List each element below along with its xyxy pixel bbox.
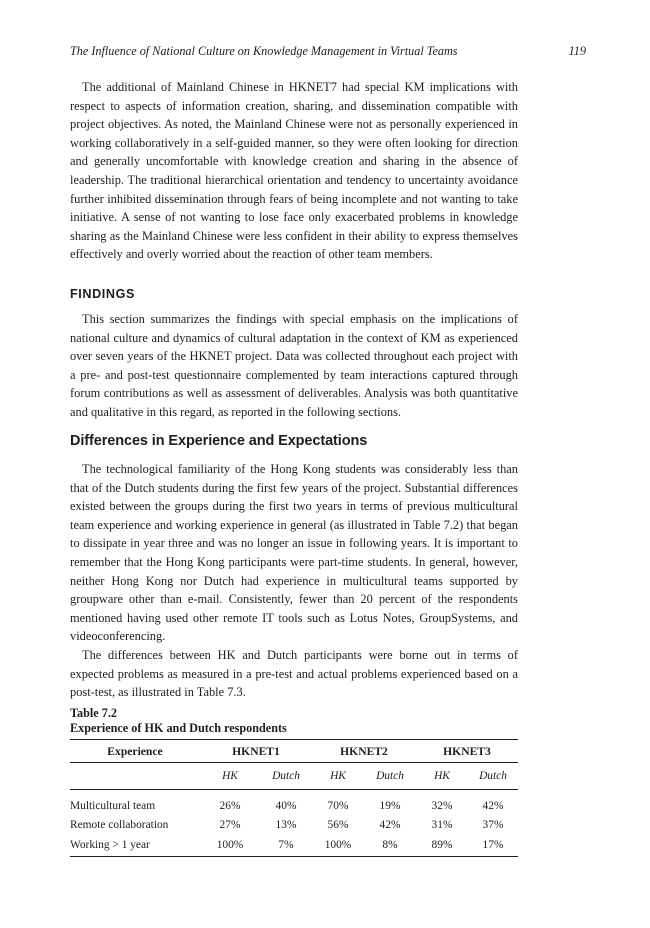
table-cell: 7% [260, 835, 312, 857]
table-cell: 27% [219, 819, 241, 831]
table-cell: 17% [468, 835, 518, 857]
table-cell: 13% [275, 819, 297, 831]
findings-heading [70, 287, 518, 301]
column-header-hknet2: HKNET2 [312, 740, 416, 763]
table-row [70, 835, 518, 857]
subheader-hk: HK [312, 763, 364, 790]
subheader-dutch: Dutch [260, 763, 312, 790]
subheader-dutch: Dutch [468, 763, 518, 790]
table-cell: 37% [482, 819, 504, 831]
table-header-row [70, 740, 518, 763]
table-number: Table 7.2 [70, 706, 117, 720]
running-head [70, 44, 586, 59]
paragraph-differences [70, 460, 518, 702]
table-row [70, 816, 518, 835]
table-cell: 70% [327, 799, 349, 812]
table-cell: 100% [200, 835, 260, 857]
table-cell: 42% [379, 819, 401, 831]
row-label: Multicultural team [70, 799, 156, 812]
paragraph-text: The additional of Mainland Chinese in HKNET7 had special KM implications with respect to aspects of information creation, sharing, and dissemination compatible with project objectives. As noted, the Mainland Chinese were not as personally experienced in working collaboratively in a self-guided manner, so they were often looking for direction and generally uncomfortable with knowledge creation and sharing in the absence of leadership. The traditional hierarchical orientation and tendency to uncertainty avoidance further inhibited dissemination through fears of being incomplete and not wanting to take initiative. A sense of not wanting to lose face only exacerbated problems in knowledge sharing as the Mainland Chinese were less confident in their ability to express themselves effectively and overly worried about the reaction of other team members. [70, 80, 518, 262]
table-cell: 32% [431, 799, 453, 812]
page-number: 119 [568, 44, 586, 58]
paragraph-text: The differences between HK and Dutch participants were borne out in terms of expected problems as measured in a pre-test and actual problems experienced based on a post-test, as illustrated in Table 7.3. [70, 647, 518, 700]
table-7-2 [70, 706, 518, 857]
subheader-hk: HK [416, 763, 468, 790]
table-subheader-row [70, 763, 518, 790]
subsection-title: Differences in Experience and Expectations [70, 433, 368, 449]
row-label: Working > 1 year [70, 835, 200, 857]
subsection-heading [70, 433, 518, 449]
paragraph-text: This section summarizes the findings with special emphasis on the implications of national culture and dynamics of cultural adaptation in the context of KM as experienced over seven years of the HKNET project. Data was collected throughout each project with a pre- and post-test questionnaire complemented by team interactions captured through forum contributions as well as assessment of deliverables. Analysis was both quantitative and qualitative in this regard, as reported in the following sections. [70, 312, 518, 419]
experience-table [70, 739, 518, 857]
table-cell: 56% [327, 819, 349, 831]
table-cell: 8% [364, 835, 416, 857]
table-cell: 40% [275, 799, 297, 812]
table-row [70, 790, 518, 816]
table-cell: 31% [431, 819, 453, 831]
running-head-title: The Influence of National Culture on Knowledge Management in Virtual Teams [70, 44, 458, 58]
section-heading: FINDINGS [70, 287, 135, 301]
table-cell: 42% [482, 799, 504, 812]
table-cell: 19% [379, 799, 401, 812]
subheader-empty [70, 763, 200, 790]
table-cell: 26% [219, 799, 241, 812]
subheader-dutch: Dutch [364, 763, 416, 790]
paragraph-mainland-chinese [70, 78, 518, 264]
table-cell: 89% [416, 835, 468, 857]
column-header-experience: Experience [70, 740, 200, 763]
row-label: Remote collaboration [70, 819, 169, 831]
paragraph-text: The technological familiarity of the Hong Kong students was considerably less than that of the Dutch students during the first few years of the project. Substantial differences existed between the groups during the first two years in terms of previous multicultural team experience and working experience in general (as illustrated in Table 7.2) that began to dissipate in year three and was no longer an issue in following years. It is important to remember that the Hong Kong participants were part-time students. In general, however, neither Hong Kong nor Dutch had experience in multicultural teams supported by groupware other than e-mail. Consistently, fewer than 20 percent of the respondents mentioned having used other remote IT tools such as Lotus Notes, GroupSystems, and videoconferencing. [70, 462, 518, 644]
paragraph-findings [70, 310, 518, 422]
subheader-hk: HK [200, 763, 260, 790]
table-cell: 100% [312, 835, 364, 857]
column-header-hknet1: HKNET1 [200, 740, 312, 763]
column-header-hknet3: HKNET3 [416, 740, 518, 763]
table-caption: Experience of HK and Dutch respondents [70, 721, 287, 735]
